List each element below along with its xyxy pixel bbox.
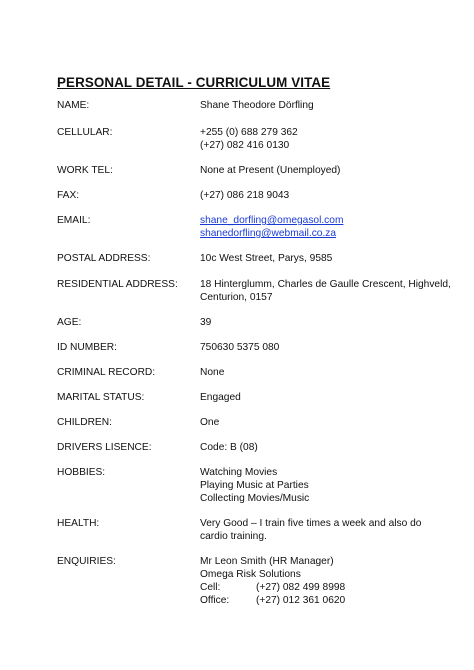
fax-value: [200, 189, 289, 202]
enquiries-company: Omega Risk Solutions: [200, 569, 301, 580]
residential-address-line-1: 18 Hinterglumm, Charles de Gaulle Crescent, Highveld,: [200, 279, 451, 290]
criminal-record-line: None: [200, 367, 225, 378]
email-label: EMAIL:: [57, 215, 91, 226]
health-line-1: Very Good – I train five times a week and also do: [200, 518, 422, 529]
residential-address-line-2: Centurion, 0157: [200, 292, 273, 303]
health-value: [200, 517, 421, 543]
cellular-line-2: (+27) 082 416 0130: [200, 140, 290, 151]
children-line: One: [200, 417, 220, 428]
email-link-primary[interactable]: shane_dorfling@omegasol.com: [200, 215, 344, 226]
drivers-licence-label: DRIVERS LISENCE:: [57, 442, 152, 453]
cellular-label: CELLULAR:: [57, 127, 113, 138]
fax-label: FAX:: [57, 190, 80, 201]
email-value: [200, 214, 343, 240]
criminal-record-value: [200, 366, 224, 379]
enquiries-contact-name: Mr Leon Smith (HR Manager): [200, 556, 334, 567]
work-tel-line: None at Present (Unemployed): [200, 165, 341, 176]
document-title: PERSONAL DETAIL - CURRICULUM VITAE: [57, 75, 331, 90]
residential-address-label: RESIDENTIAL ADDRESS:: [57, 279, 178, 290]
age-value: [200, 316, 211, 329]
children-value: [200, 416, 219, 429]
enquiries-label: ENQUIRIES:: [57, 556, 116, 567]
drivers-licence-line: Code: B (08): [200, 442, 258, 453]
email-link-secondary[interactable]: shanedorfling@webmail.co.za: [200, 228, 337, 239]
enquiries-cell-row: [200, 581, 345, 594]
hobbies-line-3: Collecting Movies/Music: [200, 493, 310, 504]
name-value: [200, 99, 314, 112]
name-label: NAME:: [57, 100, 90, 111]
postal-address-label: POSTAL ADDRESS:: [57, 253, 151, 264]
enquiries-cell-value: (+27) 082 499 8998: [256, 582, 346, 593]
enquiries-office-value: (+27) 012 361 0620: [256, 595, 346, 606]
postal-address-line: 10c West Street, Parys, 9585: [200, 253, 333, 264]
marital-status-label: MARITAL STATUS:: [57, 392, 145, 403]
hobbies-label: HOBBIES:: [57, 467, 106, 478]
postal-address-value: [200, 252, 332, 265]
enquiries-value: [200, 555, 345, 607]
hobbies-line-2: Playing Music at Parties: [200, 480, 309, 491]
marital-status-value: [200, 391, 241, 404]
enquiries-office-key: Office:: [200, 595, 230, 606]
residential-address-value: [200, 278, 451, 304]
marital-status-line: Engaged: [200, 392, 241, 403]
hobbies-value: [200, 466, 309, 505]
drivers-licence-value: [200, 441, 258, 454]
enquiries-cell-key: Cell:: [200, 582, 221, 593]
fax-line: (+27) 086 218 9043: [200, 190, 290, 201]
children-label: CHILDREN:: [57, 417, 112, 428]
age-line: 39: [200, 317, 212, 328]
health-line-2: cardio training.: [200, 531, 267, 542]
id-number-label: ID NUMBER:: [57, 342, 117, 353]
name-line: Shane Theodore Dörfling: [200, 100, 314, 111]
cellular-value: [200, 126, 298, 152]
age-label: AGE:: [57, 317, 82, 328]
id-number-value: [200, 341, 279, 354]
hobbies-line-1: Watching Movies: [200, 467, 278, 478]
enquiries-office-row: [200, 594, 345, 607]
id-number-line: 750630 5375 080: [200, 342, 280, 353]
criminal-record-label: CRIMINAL RECORD:: [57, 367, 156, 378]
work-tel-value: [200, 164, 340, 177]
cellular-line-1: +255 (0) 688 279 362: [200, 127, 298, 138]
health-label: HEALTH:: [57, 518, 100, 529]
work-tel-label: WORK TEL:: [57, 165, 113, 176]
